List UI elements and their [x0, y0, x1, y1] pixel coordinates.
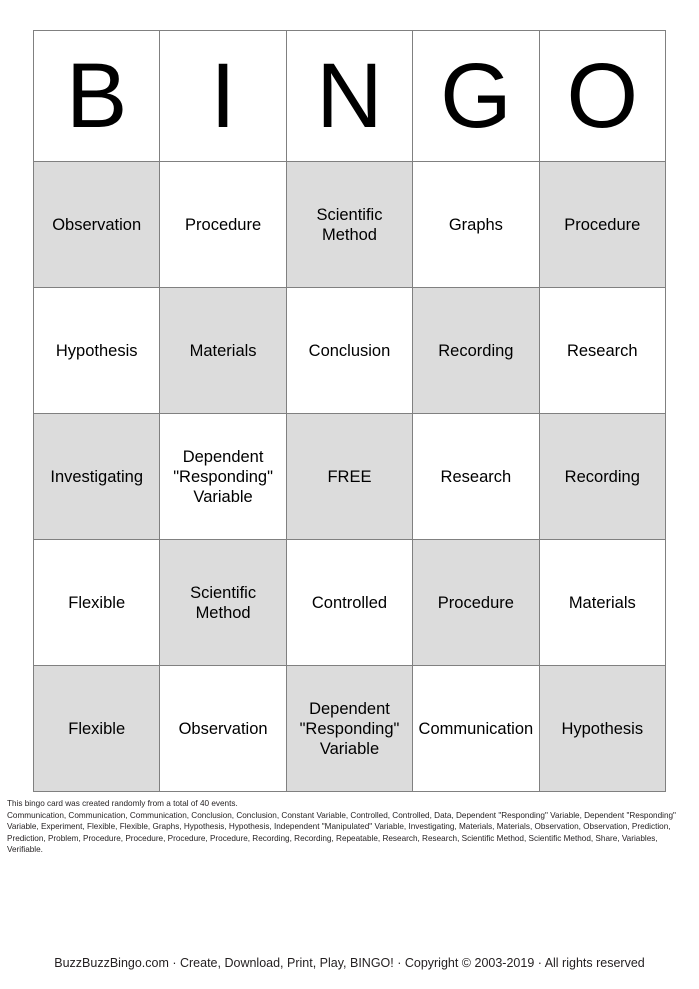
- bingo-cell-label: Investigating: [50, 467, 144, 486]
- bingo-cell-label: Research: [440, 467, 512, 486]
- bingo-cell-label: FREE: [327, 467, 372, 486]
- bingo-row: [34, 288, 666, 414]
- bingo-cell-label: Scientific Method: [190, 583, 257, 622]
- bingo-cell-label: Procedure: [564, 215, 641, 234]
- bingo-cell-label: Graphs: [448, 215, 503, 234]
- bingo-cell-label: Observation: [178, 719, 268, 738]
- fineprint-intro: This bingo card was created randomly from a total of 40 events.: [7, 799, 238, 808]
- bingo-header-letter-n: [286, 31, 412, 162]
- bingo-cell-label: Controlled: [311, 593, 388, 612]
- header-letter-text: I: [210, 45, 236, 147]
- header-letter-text: B: [66, 45, 128, 147]
- bingo-cell-label: Conclusion: [308, 341, 391, 360]
- bingo-cell-free[interactable]: [286, 414, 412, 540]
- bingo-cell[interactable]: [286, 540, 412, 666]
- bingo-cell[interactable]: [413, 540, 539, 666]
- header-letter-text: O: [566, 45, 639, 147]
- bingo-cell-label: Dependent "Responding" Variable: [173, 447, 273, 506]
- bingo-cell[interactable]: [34, 288, 160, 414]
- header-letter-text: N: [316, 45, 383, 147]
- bingo-cell[interactable]: [413, 666, 539, 792]
- bingo-cell[interactable]: [160, 666, 286, 792]
- fineprint-block: [7, 798, 693, 856]
- bingo-cell-label: Hypothesis: [55, 341, 138, 360]
- fineprint-event-list: Communication, Communication, Communication, Conclusion, Conclusion, Constant Variable, Controlled, Controlled, Data, Dependent "Responding" Variable, Dependent "Responding" Variable, Experiment, Flexible, Flexible, Graphs, Hypothesis, Hypothesis, Independent "Manipulated" Variable, Investigating, Materials, Materials, Observation, Observation, Prediction, Prediction, Problem, Procedure, Procedure, Procedure, Procedure, Recording, Recording, Repeatable, Research, Research, Scientific Method, Scientific Method, Share, Variables, Verifiable.: [7, 810, 676, 855]
- bingo-cell[interactable]: [413, 288, 539, 414]
- bingo-cell[interactable]: [286, 162, 412, 288]
- bingo-header-letter-o: [539, 31, 665, 162]
- bingo-row: [34, 666, 666, 792]
- bingo-cell-label: Hypothesis: [561, 719, 644, 738]
- bingo-row: [34, 162, 666, 288]
- bingo-cell-label: Flexible: [68, 719, 126, 738]
- bingo-cell-label: Scientific Method: [316, 205, 383, 244]
- bingo-cell[interactable]: [413, 414, 539, 540]
- bingo-header-letter-i: [160, 31, 286, 162]
- bingo-cell-label: Communication: [418, 719, 534, 738]
- bingo-cell-label: Materials: [189, 341, 257, 360]
- bingo-cell-label: Materials: [568, 593, 636, 612]
- bingo-cell[interactable]: [286, 288, 412, 414]
- bingo-cell-label: Procedure: [185, 215, 262, 234]
- bingo-cell-label: Recording: [438, 341, 514, 360]
- bingo-cell[interactable]: [539, 288, 665, 414]
- bingo-cell[interactable]: [34, 414, 160, 540]
- bingo-cell-label: Flexible: [68, 593, 126, 612]
- bingo-cell-label: Recording: [564, 467, 640, 486]
- bingo-cell[interactable]: [160, 540, 286, 666]
- bingo-cell[interactable]: [34, 540, 160, 666]
- bingo-cell-label: Procedure: [437, 593, 514, 612]
- bingo-cell[interactable]: [539, 666, 665, 792]
- bingo-cell[interactable]: [539, 162, 665, 288]
- bingo-cell[interactable]: [160, 414, 286, 540]
- bingo-cell-label: Dependent "Responding" Variable: [299, 699, 400, 758]
- bingo-row: [34, 540, 666, 666]
- bingo-cell[interactable]: [286, 666, 412, 792]
- bingo-cell[interactable]: [539, 540, 665, 666]
- bingo-row: [34, 414, 666, 540]
- bingo-cell[interactable]: [160, 288, 286, 414]
- bingo-grid: [33, 30, 666, 792]
- bingo-header-letter-b: [34, 31, 160, 162]
- bingo-header-letter-g: [413, 31, 539, 162]
- bingo-header-row: [34, 31, 666, 162]
- bingo-cell[interactable]: [539, 414, 665, 540]
- bingo-cell-label: Observation: [52, 215, 142, 234]
- bingo-cell[interactable]: [160, 162, 286, 288]
- footer-copyright: BuzzBuzzBingo.com · Create, Download, Print, Play, BINGO! · Copyright © 2003-2019 · All rights reserved: [54, 956, 645, 970]
- header-letter-text: G: [440, 45, 512, 147]
- bingo-cell[interactable]: [34, 162, 160, 288]
- bingo-cell[interactable]: [34, 666, 160, 792]
- bingo-cell-label: Research: [566, 341, 638, 360]
- bingo-cell[interactable]: [413, 162, 539, 288]
